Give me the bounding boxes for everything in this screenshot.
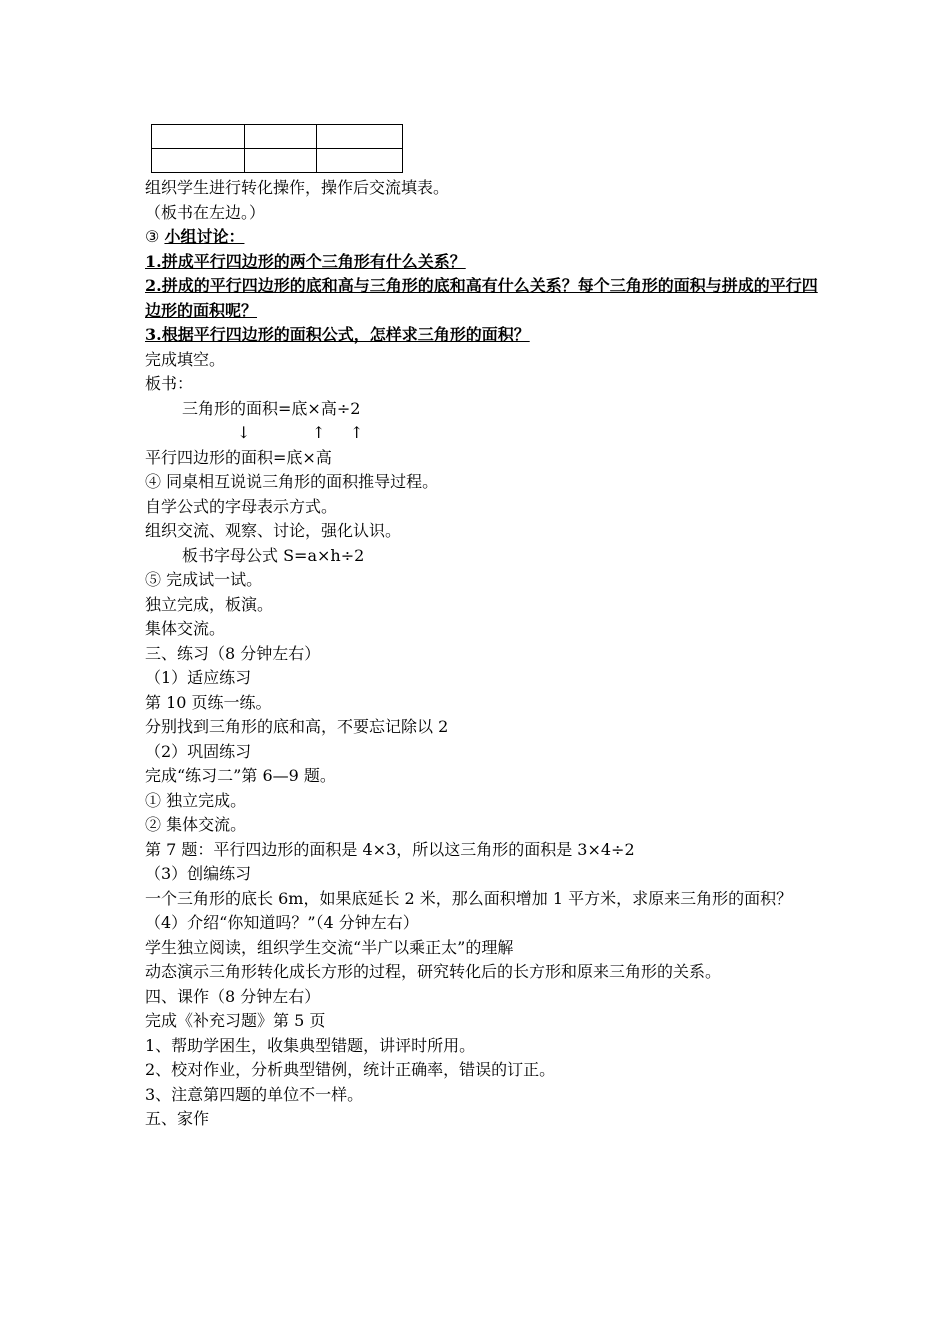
table-row (152, 125, 403, 149)
text-line: 独立完成，板演。 (145, 594, 274, 614)
discussion-title: 小组讨论： (164, 227, 245, 246)
table-cell (317, 125, 403, 149)
text-line: 学生独立阅读，组织学生交流“半广以乘正太”的理解 (145, 937, 514, 957)
table-cell (152, 149, 245, 173)
formula-arrows (145, 421, 825, 446)
text-line: ② 集体交流。 (145, 815, 247, 834)
text-line: 完成“练习二”第 6—9 题。 (145, 766, 336, 785)
text-paragraph: 一个三角形的底长 6m，如果底延长 2 米，那么面积增加 1 平方米，求原来三角形的面积？ (145, 888, 793, 908)
text-line: 分别找到三角形的底和高，不要忘记除以 2 (145, 717, 449, 736)
table-cell (152, 125, 245, 149)
text-line: （3）创编练习 (145, 864, 252, 883)
text-line: 板书： (145, 374, 194, 393)
question-3: 3.根据平行四边形的面积公式，怎样求三角形的面积？ (145, 325, 530, 344)
text-line: 第 10 页练一练。 (145, 692, 272, 712)
text-line: 3、注意第四题的单位不一样。 (145, 1084, 364, 1104)
parallelogram-formula: 平行四边形的面积=底×高 (145, 447, 332, 467)
arrow-up-icon: ↑ (350, 423, 364, 442)
text-paragraph: 动态演示三角形转化成长方形的过程，研究转化后的长方形和原来三角形的关系。 (145, 962, 722, 981)
text-line: 第 7 题：平行四边形的面积是 4×3，所以这三角形的面积是 3×4÷2 (145, 839, 635, 859)
text-line: ④ 同桌相互说说三角形的面积推导过程。 (145, 472, 439, 491)
blank-table (151, 124, 403, 173)
section-heading: 五、家作 (145, 1109, 210, 1128)
table-cell (245, 125, 317, 149)
text-line: （板书在左边。） (145, 202, 266, 222)
table-cell (317, 149, 403, 173)
question-2: 2.拼成的平行四边形的底和高与三角形的底和高有什么关系？每个三角形的面积与拼成的平行四边形的面积呢？ (145, 276, 818, 320)
text-line: （2）巩固练习 (145, 741, 252, 761)
text-line: 组织交流、观察、讨论，强化认识。 (145, 521, 402, 540)
discussion-heading (145, 225, 825, 250)
table-row (152, 149, 403, 173)
section-heading: 四、课作（8 分钟左右） (145, 986, 321, 1006)
section-heading: 三、练习（8 分钟左右） (145, 643, 321, 663)
text-line: ① 独立完成。 (145, 790, 247, 810)
text-line: （1）适应练习 (145, 668, 252, 687)
triangle-formula: 三角形的面积=底×高÷2 (182, 398, 361, 418)
text-line: （4）介绍“你知道吗？”（4 分钟左右） (145, 913, 419, 932)
text-line: 自学公式的字母表示方式。 (145, 496, 338, 516)
arrow-up-icon: ↑ (312, 423, 326, 442)
text-line: 完成《补充习题》第 5 页 (145, 1011, 326, 1030)
document-body (145, 176, 825, 1132)
text-line: 集体交流。 (145, 619, 226, 638)
letter-formula: 板书字母公式 S=a×h÷2 (182, 545, 365, 565)
question-1: 1.拼成平行四边形的两个三角形有什么关系？ (145, 251, 466, 271)
table-cell (245, 149, 317, 173)
arrow-down-icon: ↓ (237, 423, 251, 442)
text-line: ⑤ 完成试一试。 (145, 570, 263, 589)
text-line: 1、帮助学困生，收集典型错题，讲评时所用。 (145, 1035, 476, 1055)
text-line: 完成填空。 (145, 349, 226, 369)
text-line: 2、校对作业，分析典型错例，统计正确率，错误的订正。 (145, 1060, 556, 1079)
text-line: 组织学生进行转化操作，操作后交流填表。 (145, 178, 450, 197)
circled-number: ③ (145, 227, 160, 246)
